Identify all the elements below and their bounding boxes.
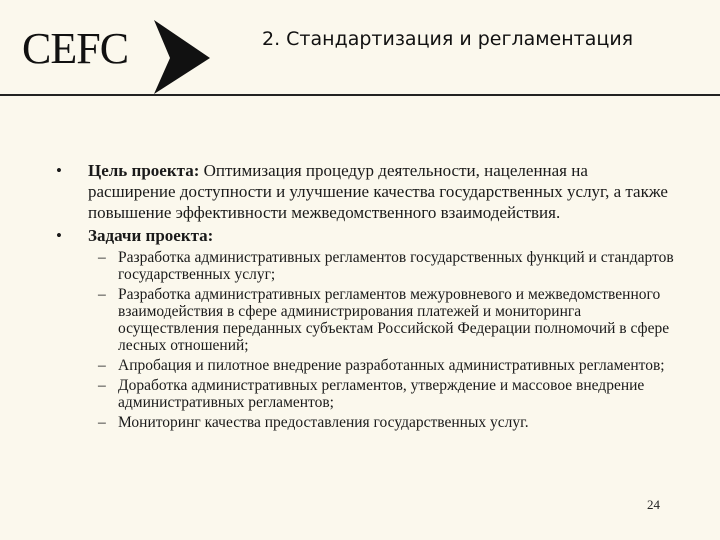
tasks-list: [88, 249, 676, 431]
goal-text: Оптимизация процедур деятельности, нацеленная на расширение доступности и улучшение качества государственных услуг, а также повышение эффективности межведомственного взаимодействия.: [88, 161, 668, 222]
slide-content: [56, 160, 676, 434]
list-item: [88, 249, 676, 283]
task-text: Доработка административных регламентов, утверждение и массовое внедрение административных регламентов;: [118, 377, 645, 411]
header-divider: [0, 94, 720, 96]
slide-title: 2. Стандартизация и регламентация: [262, 28, 634, 50]
dash-icon: –: [98, 286, 106, 303]
dash-icon: –: [98, 249, 106, 266]
list-item: [88, 357, 676, 374]
dash-icon: –: [98, 357, 106, 374]
bullet-icon: •: [56, 226, 62, 245]
task-text: Мониторинг качества предоставления государственных услуг.: [118, 414, 529, 431]
list-item: [88, 286, 676, 354]
task-text: Разработка административных регламентов государственных функций и стандартов государственных услуг;: [118, 249, 674, 283]
goal-label: Цель проекта:: [88, 161, 200, 180]
dash-icon: –: [98, 377, 106, 394]
task-text: Апробация и пилотное внедрение разработанных административных регламентов;: [118, 357, 665, 374]
task-text: Разработка административных регламентов межуровневого и межведомственного взаимодействия в сфере администрирования платежей и мониторинга осуществления переданных субъектам Российской Федерации полномочий в сфере лесных отношений;: [118, 286, 670, 354]
list-item: [88, 377, 676, 411]
dash-icon: –: [98, 414, 106, 431]
bullet-tasks: [56, 225, 676, 431]
bullet-goal: [56, 160, 676, 223]
list-item: [88, 414, 676, 431]
bullet-icon: •: [56, 161, 62, 180]
page-number: 24: [647, 497, 660, 512]
logo-text: CEFC: [22, 24, 129, 73]
tasks-label: Задачи проекта:: [88, 226, 214, 245]
logo: [22, 14, 202, 84]
arrow-right-icon: [150, 18, 212, 96]
